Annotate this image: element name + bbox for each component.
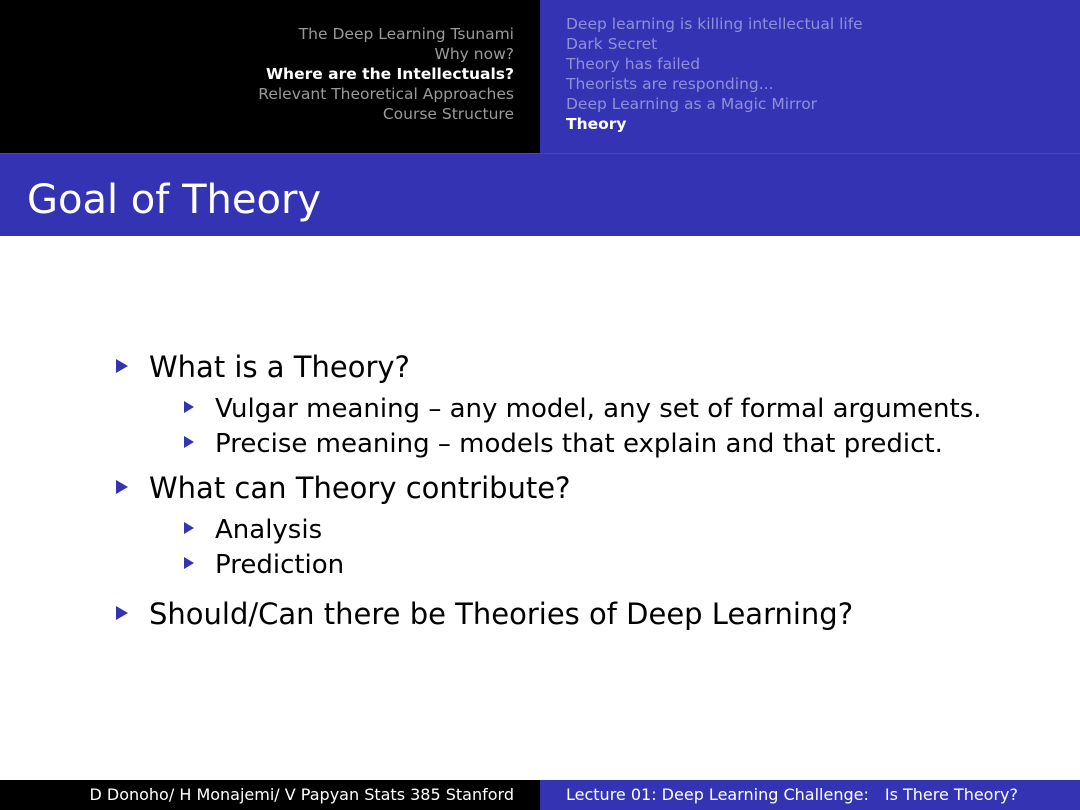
bullet-what-is-a-theory xyxy=(116,349,410,385)
subbullet-text: Prediction xyxy=(215,550,345,580)
subsection-navigation xyxy=(540,0,1080,153)
section-relevant-theoretical-approaches[interactable]: Relevant Theoretical Approaches xyxy=(258,85,514,103)
frame-title: Goal of Theory xyxy=(27,177,322,223)
subbullet-text: Precise meaning – models that explain and that predict. xyxy=(215,429,943,459)
subsection-list xyxy=(566,14,863,134)
triangle-bullet-icon xyxy=(116,359,128,373)
triangle-bullet-icon xyxy=(184,522,194,534)
bullet-theories-of-deep-learning xyxy=(116,596,853,632)
triangle-bullet-icon xyxy=(116,480,128,494)
footer-authors-panel xyxy=(0,780,540,810)
subsection-theory[interactable]: Theory xyxy=(566,115,627,133)
slide-content xyxy=(0,236,1080,780)
subbullet-text: Analysis xyxy=(215,515,323,545)
section-navigation xyxy=(0,0,540,153)
navigation-header xyxy=(0,0,1080,153)
bullet-text: What can Theory contribute? xyxy=(149,471,571,505)
subsection-theory-has-failed[interactable]: Theory has failed xyxy=(566,55,701,73)
section-where-are-the-intellectuals[interactable]: Where are the Intellectuals? xyxy=(265,65,514,83)
footer-lecture-title xyxy=(566,780,1018,810)
bullet-text: What is a Theory? xyxy=(149,350,410,384)
section-course-structure[interactable]: Course Structure xyxy=(382,105,514,123)
subbullet-precise-meaning xyxy=(184,428,943,460)
triangle-bullet-icon xyxy=(116,606,128,620)
footer-authors: D Donoho/ H Monajemi/ V Papyan Stats 385 Stanford xyxy=(89,785,514,804)
section-list xyxy=(258,24,514,124)
subbullet-vulgar-meaning xyxy=(184,393,982,425)
bullet-text: Should/Can there be Theories of Deep Learning? xyxy=(149,597,854,631)
footer-lecture-panel xyxy=(540,780,1080,810)
slide-footer xyxy=(0,780,1080,810)
triangle-bullet-icon xyxy=(184,557,194,569)
subsection-killing-intellectual-life[interactable]: Deep learning is killing intellectual life xyxy=(566,15,863,33)
subsection-dark-secret[interactable]: Dark Secret xyxy=(566,35,658,53)
subsection-magic-mirror[interactable]: Deep Learning as a Magic Mirror xyxy=(566,95,818,113)
subsection-theorists-responding[interactable]: Theorists are responding... xyxy=(566,75,774,93)
subbullet-analysis xyxy=(184,514,322,546)
section-why-now[interactable]: Why now? xyxy=(434,45,514,63)
triangle-bullet-icon xyxy=(184,436,194,448)
subbullet-text: Vulgar meaning – any model, any set of formal arguments. xyxy=(215,394,982,424)
frame-title-bar xyxy=(0,153,1080,236)
subbullet-prediction xyxy=(184,549,344,581)
footer-lecture-question: Is There Theory? xyxy=(884,785,1018,804)
section-deep-learning-tsunami[interactable]: The Deep Learning Tsunami xyxy=(298,25,514,43)
footer-lecture: Lecture 01: Deep Learning Challenge: xyxy=(566,785,869,804)
bullet-what-can-theory-contribute xyxy=(116,470,571,506)
triangle-bullet-icon xyxy=(184,401,194,413)
